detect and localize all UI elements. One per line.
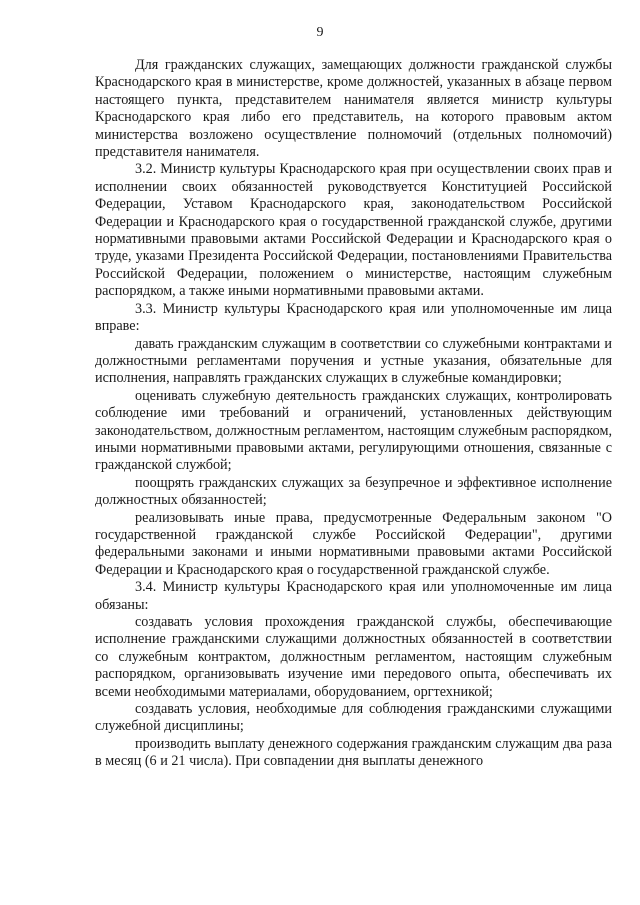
page-number: 9 <box>316 25 324 40</box>
paragraph-3-3-intro: 3.3. Министр культуры Краснодарского края или уполномоченные им лица вправе: <box>95 300 612 335</box>
paragraph-3-3-evaluate: оценивать служебную деятельность гражданских служащих, контролировать соблюдение ими требований и ограничений, установленных действующим законодательством, должностным регламентом, настоящим служебным распорядком, иными нормативными правовыми актами, регулирующими отношения, связанные с гражданской службой; <box>95 387 612 474</box>
paragraph-3-4-conditions: создавать условия прохождения гражданской службы, обеспечивающие исполнение гражданскими служащими должностных обязанностей в соответствии со служебным контрактом, должностным регламентом, настоящим служебным распорядком, организовывать изучение ими передового опыта, обеспечивать их всеми необходимыми материалами, оборудованием, оргтехникой; <box>95 614 612 700</box>
paragraph-3-2: 3.2. Министр культуры Краснодарского края при осуществлении своих прав и исполнении своих обязанностей руководствуется Конституцией Российской Федерации, Уставом Краснодарского края, законодательством Российской Федерации и Краснодарского края о государственной гражданской службе, другими нормативными правовыми актами Российской Федерации и Краснодарского края о труде, указами Президента Российской Федерации, постановлениями Правительства Российской Федерации, положением о министерстве, настоящим служебным распорядком, а также иными нормативными правовыми актами. <box>95 161 612 300</box>
paragraph-representative: Для гражданских служащих, замещающих должности гражданской службы Краснодарского края в министерстве, кроме должностей, указанных в абзаце первом настоящего пункта, представителем нанимателя является министр культуры Краснодарского края либо его представитель, на которого правовым актом министерства возложено осуществление полномочий (отдельных полномочий) представителя нанимателя. <box>95 57 612 161</box>
paragraph-3-4-discipline: создавать условия, необходимые для соблюдения гражданскими служащими служебной дисциплины; <box>95 701 612 735</box>
paragraph-3-4-salary: производить выплату денежного содержания гражданским служащим два раза в месяц (6 и 21 числа). При совпадении дня выплаты денежного <box>95 735 612 770</box>
document-body <box>95 57 612 771</box>
paragraph-3-3-give-orders: давать гражданским служащим в соответствии со служебными контрактами и должностными регламентами поручения и устные указания, обязательные для исполнения, направлять гражданских служащих в служебные командировки; <box>95 335 612 387</box>
paragraph-3-3-other-rights: реализовывать иные права, предусмотренные Федеральным законом "О государственной гражданской службе Российской Федерации", другими федеральными законами и иными нормативными правовыми актами Российской Федерации и Краснодарского края о государственной гражданской службе. <box>95 509 612 578</box>
paragraph-3-3-reward: поощрять гражданских служащих за безупречное и эффективное исполнение должностных обязанностей; <box>95 474 612 509</box>
paragraph-3-4-intro: 3.4. Министр культуры Краснодарского края или уполномоченные им лица обязаны: <box>95 579 612 613</box>
